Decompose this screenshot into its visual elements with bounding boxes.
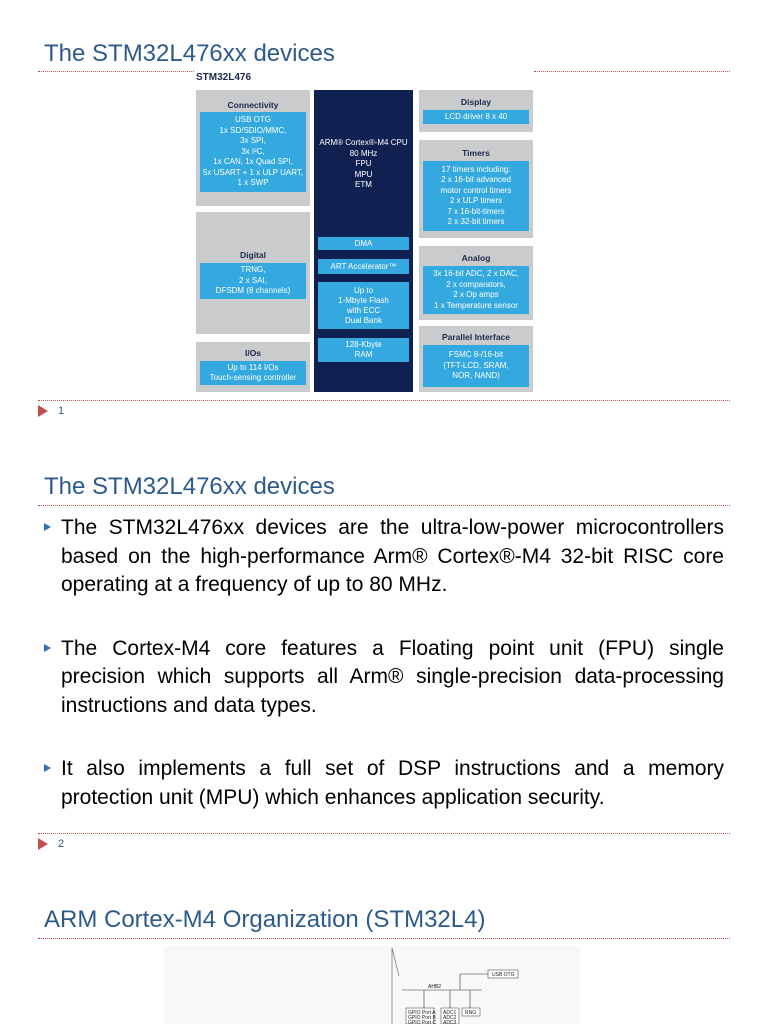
- bullet-text: The Cortex-M4 core features a Floating point unit (FPU) single precision which supports all Arm® single-precision data-processing instructions and data types.: [61, 636, 724, 717]
- title-divider: [38, 505, 730, 506]
- adc1-label: ADC1: [443, 1010, 457, 1016]
- ios-panel: [196, 342, 310, 392]
- slide-3-title: ARM Cortex-M4 Organization (STM32L4): [44, 906, 486, 933]
- slide-footer-divider: [38, 400, 730, 401]
- parallel-interface-heading: Parallel Interface: [441, 332, 511, 342]
- digital-panel: [196, 212, 310, 334]
- ios-body: Up to 114 I/Os Touch-sensing controller: [200, 361, 306, 385]
- ios-heading: I/Os: [244, 348, 262, 358]
- slide-1-title: The STM32L476xx devices: [44, 40, 335, 67]
- stm32l476-block-diagram: [196, 72, 536, 394]
- title-divider: [38, 71, 194, 72]
- slide-2-title: The STM32L476xx devices: [44, 473, 335, 500]
- adc2-label: ADC2: [443, 1015, 457, 1021]
- display-panel: [419, 90, 533, 132]
- timers-body: 17 timers including: 2 x 16-bit advanced motor control timers 2 x ULP timers 7 x 16-bit-timers 2 x 32-bit timers: [423, 161, 529, 231]
- gpio-port-b-label: GPIO Port B: [408, 1015, 436, 1021]
- gpio-port-c-label: GPIO Port C: [408, 1020, 437, 1024]
- title-divider: [38, 938, 730, 939]
- bullet-item: [44, 514, 724, 600]
- analog-body: 3x 16-bit ADC, 2 x DAC, 2 x comparators, 2 x Op amps 1 x Temperature sensor: [423, 266, 529, 314]
- bullet-item: [44, 635, 724, 721]
- bullet-arrow-icon: [44, 644, 51, 652]
- connectivity-body: USB OTG 1x SD/SDIO/MMC, 3x SPI, 3x I²C, 1x CAN, 1x Quad SPI, 5x USART + 1 x ULP UART, 1 x SWP: [200, 112, 306, 192]
- parallel-interface-panel: [419, 326, 533, 392]
- timers-panel: [419, 140, 533, 238]
- slide-number-row: [38, 837, 64, 851]
- connectivity-panel: [196, 90, 310, 206]
- digital-heading: Digital: [240, 250, 266, 260]
- bullet-arrow-icon: [44, 523, 51, 531]
- rng-label: RNG: [465, 1010, 477, 1016]
- cpu-core-block: [314, 90, 413, 392]
- analog-panel: [419, 246, 533, 320]
- analog-heading: Analog: [461, 253, 491, 263]
- slide-number: 1: [58, 405, 65, 417]
- gpio-port-a-label: GPIO Port A: [408, 1010, 436, 1016]
- adc3-label: ADC3: [443, 1020, 457, 1024]
- digital-body: TRNG, 2 x SAI, DFSDM (8 channels): [200, 263, 306, 299]
- slide-footer-divider: [38, 833, 730, 834]
- ram-block: 128-Kbyte RAM: [318, 338, 409, 362]
- title-divider: [534, 71, 730, 72]
- cpu-text: ARM® Cortex®-M4 CPU 80 MHz FPU MPU ETM: [319, 138, 408, 189]
- bullet-arrow-icon: [44, 764, 51, 772]
- parallel-interface-body: FSMC 8-/16-bit (TFT-LCD, SRAM, NOR, NAND): [423, 345, 529, 387]
- usb-otg-label: USB OTG: [492, 972, 515, 978]
- display-body: LCD driver 8 x 40: [423, 110, 529, 124]
- slide-marker-icon: [38, 405, 48, 417]
- slide-number-row: [38, 404, 64, 418]
- display-heading: Display: [460, 97, 492, 107]
- bullet-list: [44, 514, 724, 847]
- art-accelerator-block: ART Accelerator™: [318, 259, 409, 274]
- bullet-text: The STM32L476xx devices are the ultra-low-power microcontrollers based on the high-performance Arm® Cortex®-M4 32-bit RISC core operating at a frequency of up to 80 MHz.: [61, 516, 724, 596]
- diagram-label: STM32L476: [196, 72, 252, 83]
- bullet-item: [44, 755, 724, 812]
- slide-number: 2: [58, 838, 65, 850]
- cortex-m4-organization-figure: [164, 946, 580, 1024]
- slide-marker-icon: [38, 838, 48, 850]
- flash-block: Up to 1-Mbyte Flash with ECC Dual Bank: [318, 282, 409, 329]
- dma-block: DMA: [318, 237, 409, 250]
- timers-heading: Timers: [462, 148, 490, 158]
- bullet-text: It also implements a full set of DSP instructions and a memory protection unit (MPU) which enhances application security.: [61, 757, 724, 809]
- organization-diagram: [164, 946, 580, 1024]
- ahb2-label: AHB2: [428, 984, 442, 990]
- connectivity-heading: Connectivity: [227, 100, 279, 110]
